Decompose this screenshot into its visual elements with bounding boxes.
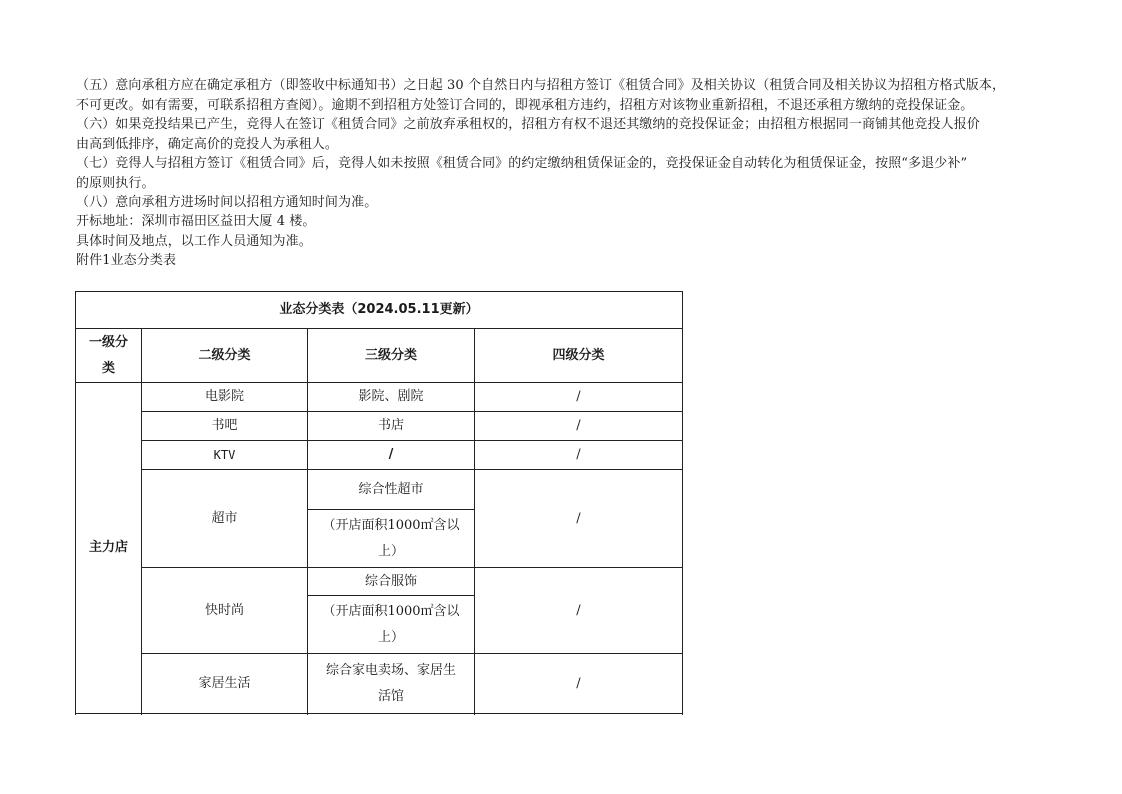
- cell-level3: [308, 654, 475, 714]
- clause-7-line-1: （七）竞得人与招租方签订《租赁合同》后，竞得人如未按照《租赁合同》的约定缴纳租赁保证金的，竞投保证金自动转化为租赁保证金，按照“多退少补”: [76, 156, 968, 171]
- cell-level4: /: [475, 383, 683, 412]
- cell-level2: 书吧: [142, 412, 308, 441]
- cell-level4: /: [475, 654, 683, 714]
- cell-level2: 家居生活: [142, 654, 308, 714]
- cell-level3: 综合性超市: [308, 470, 475, 510]
- clause-5-line-1: （五）意向承租方应在确定承租方（即签收中标通知书）之日起 30 个自然日内与招租方签订《租赁合同》及相关协议（租赁合同及相关协议为招租方格式版本，: [76, 78, 1006, 93]
- clause-6-line-2: 由高到低排序，确定高价的竞投人为承租人。: [76, 136, 339, 152]
- cell-level3: 影院、剧院: [308, 383, 475, 412]
- clause-8: [76, 193, 1048, 213]
- cell-level2: 超市: [142, 470, 308, 568]
- cell-level3: /: [308, 441, 475, 470]
- header-level1: [76, 329, 142, 383]
- business-category-table: [75, 291, 683, 714]
- header-level3: 三级分类: [308, 329, 475, 383]
- time-place-note: [76, 232, 1048, 252]
- clause-7-line-2: 的原则执行。: [76, 175, 155, 191]
- clause-8-text: （八）意向承租方进场时间以招租方通知时间为准。: [76, 195, 378, 210]
- level3-line-2: 活馆: [377, 688, 404, 704]
- note-line-2: 上）: [377, 629, 404, 645]
- attachment-label: [76, 251, 1048, 271]
- table-row: [76, 568, 683, 596]
- table-row: [76, 441, 683, 470]
- cell-level4: /: [475, 441, 683, 470]
- clause-6: [76, 115, 1048, 154]
- note-line-1: （开店面积1000㎡含以: [322, 603, 460, 619]
- level1-anchor-store: 主力店: [76, 383, 142, 714]
- attachment-text: 附件1业态分类表: [76, 253, 177, 268]
- table-row: [76, 383, 683, 412]
- cell-level3: 综合服饰: [308, 568, 475, 596]
- cell-level2: 快时尚: [142, 568, 308, 654]
- opening-address-text: 开标地址：深圳市福田区益田大厦 4 楼。: [76, 214, 316, 229]
- header-level1-line2: 类: [101, 360, 115, 376]
- cell-level4: /: [475, 568, 683, 654]
- clause-7: [76, 154, 1048, 193]
- cell-level2: 电影院: [142, 383, 308, 412]
- table-row: [76, 470, 683, 510]
- header-level1-line1: 一级分: [88, 334, 128, 350]
- cell-level3-note: [308, 510, 475, 568]
- clause-6-line-1: （六）如果竞投结果已产生，竞得人在签订《租赁合同》之前放弃承租权的，招租方有权不退还其缴纳的竞投保证金；由招租方根据同一商铺其他竞投人报价: [76, 117, 980, 132]
- time-place-text: 具体时间及地点，以工作人员通知为准。: [76, 234, 312, 249]
- note-line-1: （开店面积1000㎡含以: [322, 517, 460, 533]
- cell-level2: KTV: [142, 441, 308, 470]
- level3-line-1: 综合家电卖场、家居生: [325, 662, 456, 678]
- cell-level4: /: [475, 470, 683, 568]
- header-level4: 四级分类: [475, 329, 683, 383]
- cell-level4: /: [475, 412, 683, 441]
- note-line-2: 上）: [377, 543, 404, 559]
- clause-5: [76, 76, 1048, 115]
- clause-5-line-2: 不可更改。如有需要，可联系招租方查阅）。逾期不到招租方处签订合同的，即视承租方违约，招租方对该物业重新招租，不退还承租方缴纳的竞投保证金。: [76, 97, 974, 113]
- cell-level3: 书店: [308, 412, 475, 441]
- table-row: [76, 412, 683, 441]
- opening-address: [76, 212, 1048, 232]
- header-level2: 二级分类: [142, 329, 308, 383]
- table-row: [76, 654, 683, 714]
- table-title: 业态分类表（2024.05.11更新）: [76, 292, 683, 329]
- cell-level3-note: [308, 596, 475, 654]
